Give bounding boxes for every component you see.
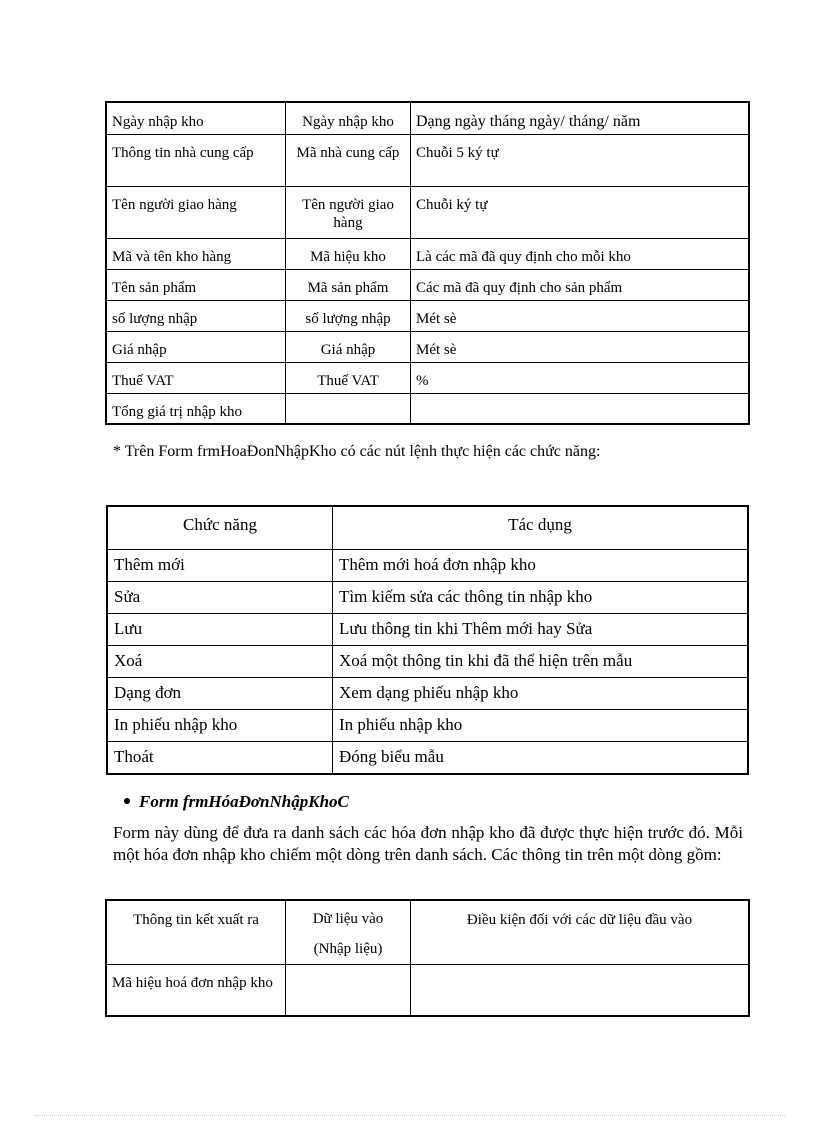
table-row	[107, 582, 748, 614]
table-cell	[411, 393, 750, 424]
table-cell: Mã hiệu kho	[286, 238, 411, 269]
header-cell-conditions: Điều kiện đối với các dữ liệu đầu vào	[411, 900, 750, 965]
table-row	[107, 550, 748, 582]
table-cell: Mét sè	[411, 300, 750, 331]
table-row	[106, 393, 749, 424]
table-cell: Mã nhà cung cấp	[286, 134, 411, 186]
buttons-note: * Trên Form frmHoaĐonNhậpKho có các nút lệnh thực hiện các chức năng:	[113, 443, 601, 460]
table-row	[107, 742, 748, 775]
table-cell: số lượng nhập	[106, 300, 286, 331]
output-fields-table	[105, 899, 750, 1017]
table-cell: số lượng nhập	[286, 300, 411, 331]
table-row	[107, 710, 748, 742]
table-cell: Thông tin nhà cung cấp	[106, 134, 286, 186]
header-cell-effect: Tác dụng	[333, 506, 749, 550]
table-cell: Sửa	[107, 582, 333, 614]
table-row	[106, 331, 749, 362]
table-cell: Lưu thông tin khi Thêm mới hay Sửa	[333, 614, 749, 646]
table-cell: Thêm mới	[107, 550, 333, 582]
table-cell: Ngày nhập kho	[286, 102, 411, 134]
table-row	[107, 646, 748, 678]
table-cell: Thuế VAT	[106, 362, 286, 393]
table-cell: Chuỗi ký tự	[411, 186, 750, 238]
table-cell: Mã hiệu hoá đơn nhập kho	[106, 965, 286, 1017]
table-cell: Dạng đơn	[107, 678, 333, 710]
header-cell-output: Thông tin kết xuất ra	[106, 900, 286, 965]
table-row	[107, 614, 748, 646]
table-cell: Giá nhập	[106, 331, 286, 362]
table-cell: Lưu	[107, 614, 333, 646]
table-cell: Mã sản phẩm	[286, 269, 411, 300]
table-row	[106, 102, 749, 134]
table-cell: Chuỗi 5 ký tự	[411, 134, 750, 186]
table-row	[106, 186, 749, 238]
table-row	[106, 134, 749, 186]
table-cell: Dạng ngày tháng ngày/ tháng/ năm	[411, 102, 750, 134]
table-cell: Thêm mới hoá đơn nhập kho	[333, 550, 749, 582]
table-cell: Tên sản phẩm	[106, 269, 286, 300]
table-cell	[286, 965, 411, 1017]
table-cell: In phiếu nhập kho	[107, 710, 333, 742]
table-cell: Là các mã đã quy định cho mỗi kho	[411, 238, 750, 269]
header-input-line2: (Nhập liệu)	[313, 941, 383, 957]
table-cell	[411, 965, 750, 1017]
table-cell: Thoát	[107, 742, 333, 775]
table-header-row	[106, 900, 749, 965]
section-title	[124, 792, 349, 812]
table-cell: Giá nhập	[286, 331, 411, 362]
description-paragraph: Form này dùng để đưa ra danh sách các hóa đơn nhập kho đã được thực hiện trước đó. Mỗi một hóa đơn nhập kho chiếm một dòng trên danh sách. Các thông tin trên một dòng gồm:	[113, 823, 743, 864]
table-row	[106, 362, 749, 393]
table-header-row	[107, 506, 748, 550]
header-input-line1: Dữ liệu vào	[312, 911, 384, 927]
header-cell-function: Chức năng	[107, 506, 333, 550]
table-cell: Tổng giá trị nhập kho	[106, 393, 286, 424]
table-cell: Tên người giao hàng	[106, 186, 286, 238]
table-cell: Tên người giao hàng	[286, 186, 411, 238]
table-cell	[286, 393, 411, 424]
table-cell: Các mã đã quy định cho sản phẩm	[411, 269, 750, 300]
page-footer-divider	[35, 1115, 785, 1116]
section-title-text: Form frmHóaĐơnNhậpKhoC	[139, 792, 349, 811]
bullet-icon	[124, 798, 130, 804]
table-row	[106, 965, 749, 1017]
table-cell: Mã và tên kho hàng	[106, 238, 286, 269]
functions-table	[106, 505, 749, 775]
table-cell: %	[411, 362, 750, 393]
table-cell: Ngày nhập kho	[106, 102, 286, 134]
table-cell: Thuế VAT	[286, 362, 411, 393]
table-cell: In phiếu nhập kho	[333, 710, 749, 742]
table-row	[107, 678, 748, 710]
table-cell: Đóng biểu mẫu	[333, 742, 749, 775]
header-cell-input	[286, 900, 411, 965]
table-row	[106, 269, 749, 300]
table-cell: Tìm kiếm sửa các thông tin nhập kho	[333, 582, 749, 614]
table-row	[106, 300, 749, 331]
table-cell: Mét sè	[411, 331, 750, 362]
table-row	[106, 238, 749, 269]
table-cell: Xoá	[107, 646, 333, 678]
table-cell: Xoá một thông tin khi đã thể hiện trên mẫu	[333, 646, 749, 678]
data-fields-table	[105, 101, 750, 425]
table-cell: Xem dạng phiếu nhập kho	[333, 678, 749, 710]
